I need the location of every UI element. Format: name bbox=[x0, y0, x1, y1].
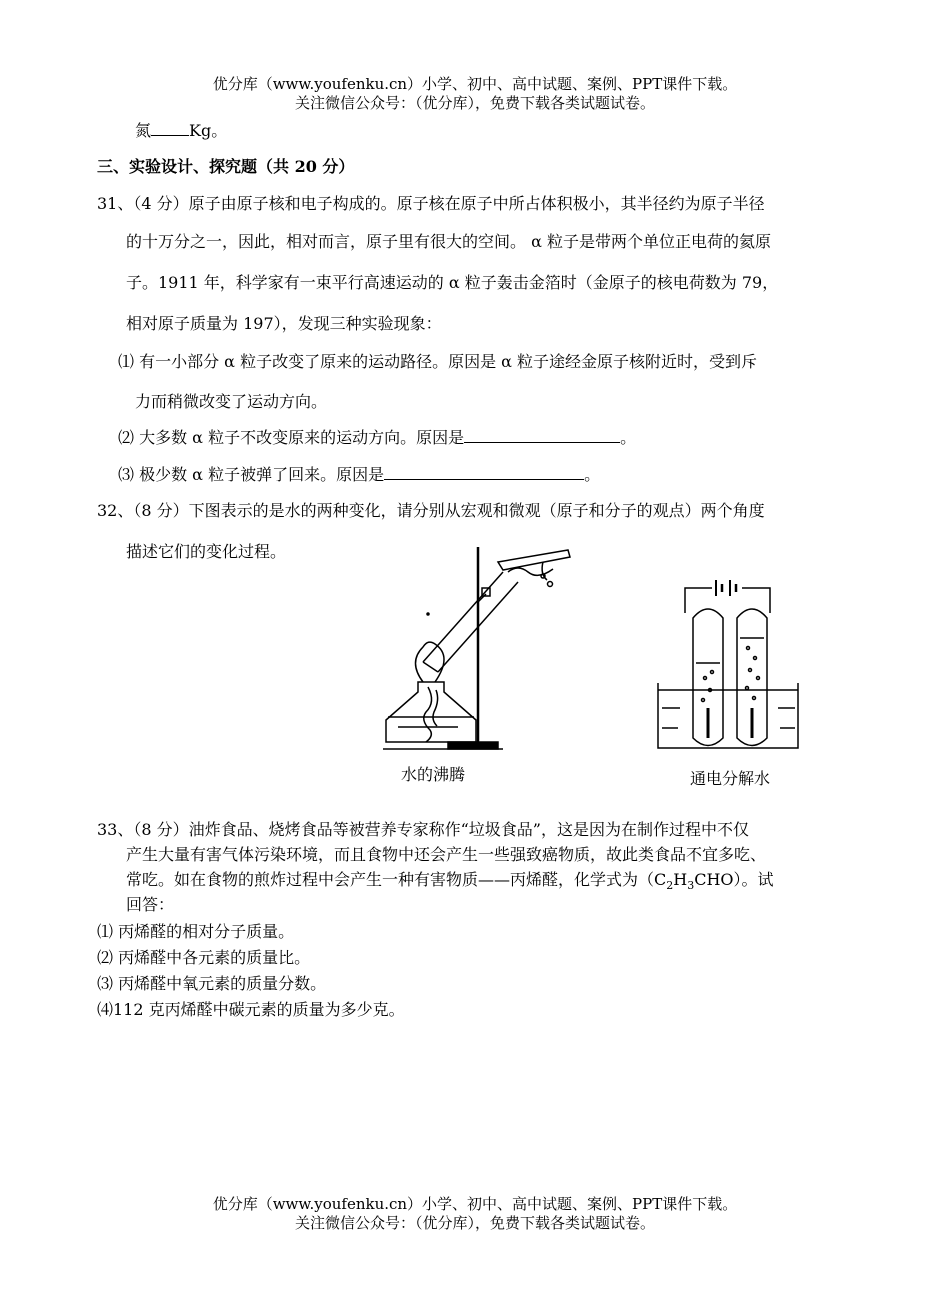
q33-line3-a: 常吃。如在食物的煎炸过程中会产生一种有害物质——丙烯醛，化学式为（C bbox=[126, 870, 667, 889]
footer-line-2: 关注微信公众号：（优分库），免费下载各类试题试卷。 bbox=[294, 1214, 655, 1232]
q31-part3-end: 。 bbox=[584, 465, 601, 484]
q33-item-3: ⑶ 丙烯醛中氧元素的质量分数。 bbox=[97, 974, 327, 993]
q31-part2 bbox=[118, 428, 636, 448]
q33-line-4: 回答： bbox=[126, 895, 175, 914]
electrolysis-figure bbox=[650, 578, 810, 758]
q32-line-2: 描述它们的变化过程。 bbox=[126, 542, 287, 561]
q33-line-3 bbox=[126, 870, 774, 896]
q31-part3 bbox=[118, 465, 600, 485]
q33-item-4: ⑷112 克丙烯醛中碳元素的质量为多少克。 bbox=[97, 1000, 405, 1019]
q32-line-1: 32、（8 分）下图表示的是水的两种变化，请分别从宏观和微观（原子和分子的观点）两个角度 bbox=[97, 501, 765, 520]
footer-line-1: 优分库（www.youfenku.cn）小学、初中、高中试题、案例、PPT课件下载。 bbox=[212, 1195, 738, 1213]
prev-suffix: Kg。 bbox=[189, 121, 228, 140]
answer-blank[interactable] bbox=[151, 121, 189, 136]
q33-line-1: 33、（8 分）油炸食品、烧烤食品等被营养专家称作“垃圾食品”，这是因为在制作过程中不仅 bbox=[97, 820, 749, 839]
q31-part2-text: ⑵ 大多数 α 粒子不改变原来的运动方向。原因是 bbox=[118, 428, 465, 447]
section-title: 三、实验设计、探究题（共 20 分） bbox=[97, 157, 355, 176]
q31-part1-line-2: 力而稍微改变了运动方向。 bbox=[135, 392, 328, 411]
q33-item-2: ⑵ 丙烯醛中各元素的质量比。 bbox=[97, 948, 311, 967]
q31-line-2: 的十万分之一，因此，相对而言，原子里有很大的空间。 α 粒子是带两个单位正电荷的氦原 bbox=[126, 232, 771, 251]
q31-line-3: 子。1911 年，科学家有一束平行高速运动的 α 粒子轰击金箔时（金原子的核电荷数为 79， bbox=[126, 273, 779, 292]
q33-line-2: 产生大量有害气体污染环境，而且食物中还会产生一些强致癌物质，故此类食品不宜多吃、 bbox=[126, 845, 767, 864]
q33-line3-c: CHO）。试 bbox=[694, 870, 774, 889]
q31-part1-line-1: ⑴ 有一小部分 α 粒子改变了原来的运动路径。原因是 α 粒子途经金原子核附近时，受到斥 bbox=[118, 352, 758, 371]
prev-answer-line bbox=[135, 121, 227, 141]
header-line-1: 优分库（www.youfenku.cn）小学、初中、高中试题、案例、PPT课件下载。 bbox=[212, 75, 738, 93]
q31-line-1: 31、（4 分）原子由原子核和电子构成的。原子核在原子中所占体积极小，其半径约为原子半径 bbox=[97, 194, 765, 213]
q33-sub-1: 2 bbox=[666, 879, 674, 893]
q33-line3-b: H bbox=[673, 870, 688, 889]
q33-sub-2: 3 bbox=[687, 879, 695, 893]
boiling-water-figure bbox=[378, 542, 578, 792]
q31-part2-blank[interactable] bbox=[464, 428, 620, 443]
q33-item-1: ⑴ 丙烯醛的相对分子质量。 bbox=[97, 922, 295, 941]
q31-line-4: 相对原子质量为 197），发现三种实验现象： bbox=[126, 314, 442, 333]
header-line-2: 关注微信公众号：（优分库），免费下载各类试题试卷。 bbox=[294, 94, 655, 112]
q31-part3-blank[interactable] bbox=[384, 465, 584, 480]
prev-prefix: 氮 bbox=[135, 121, 152, 140]
q31-part3-text: ⑶ 极少数 α 粒子被弹了回来。原因是 bbox=[118, 465, 385, 484]
fig2-caption: 通电分解水 bbox=[689, 769, 770, 788]
q31-part2-end: 。 bbox=[620, 428, 637, 447]
fig1-caption: 水的沸腾 bbox=[400, 765, 465, 784]
